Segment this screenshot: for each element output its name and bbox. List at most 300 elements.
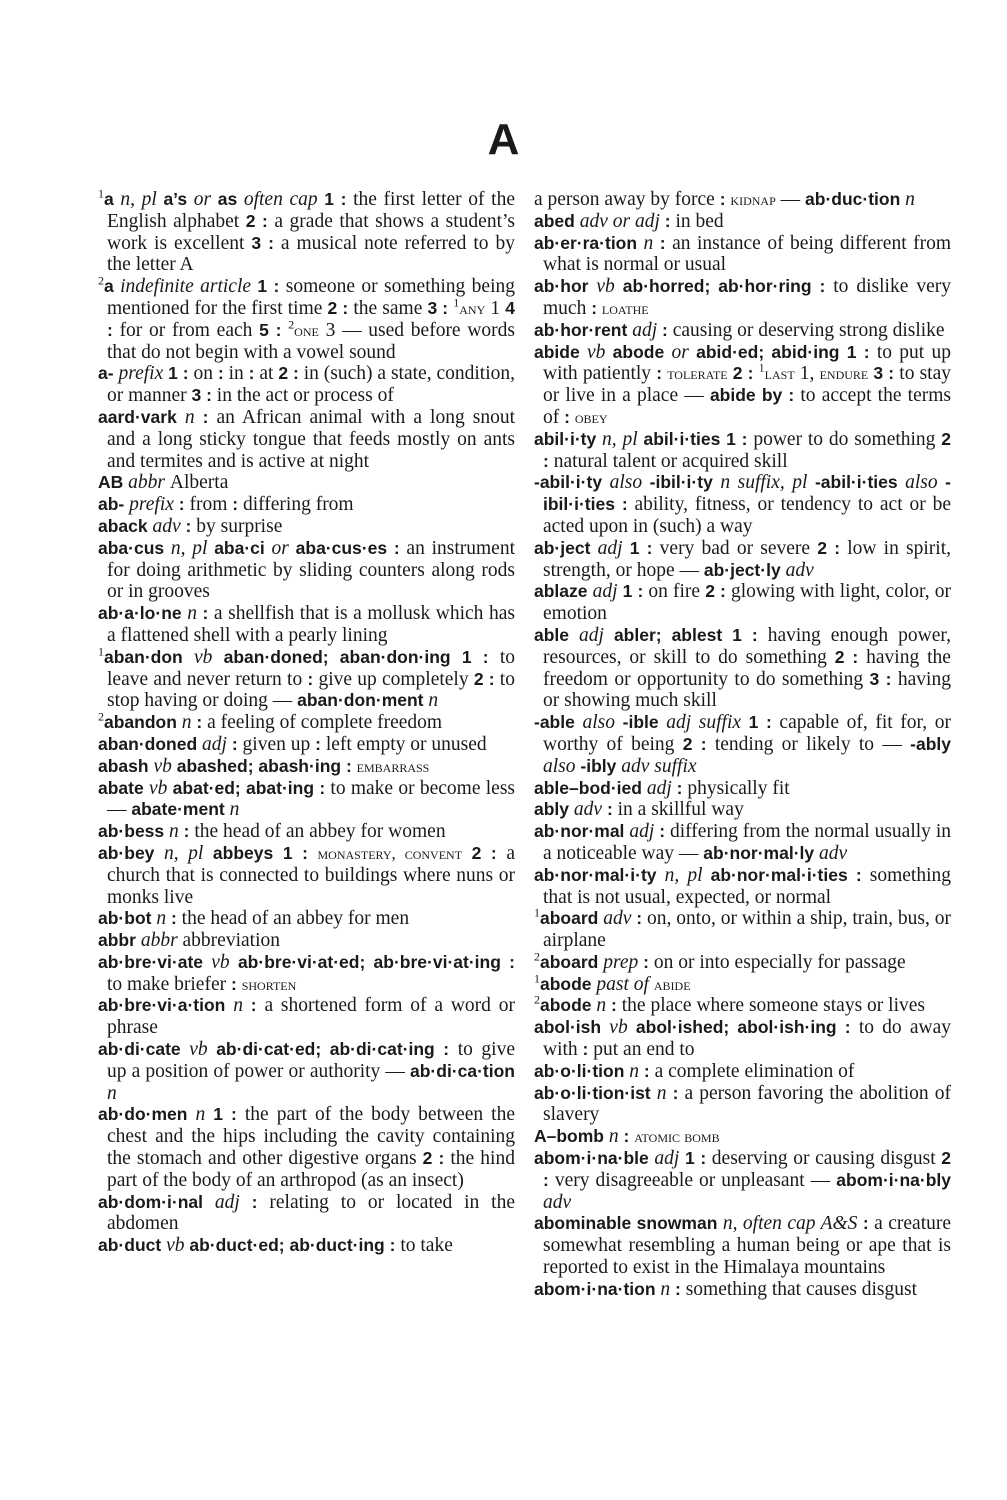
entry-headword: AB [98,472,124,493]
entry-label: n [655,1278,676,1300]
entry-text: given up [237,733,316,755]
entry-headword: -ibil·i·ty [649,472,713,493]
sense-marker: 2 : [471,842,497,863]
entry-label: adj [641,777,677,799]
entry-headword: ably [534,799,570,820]
dictionary-entry [534,581,951,625]
dictionary-entry [534,342,951,429]
cross-reference: kidnap [730,190,776,209]
entry-headword: ab·duc·tion [805,189,901,209]
sense-marker: 1 : [622,581,644,602]
entry-text [722,625,732,646]
sense-marker: : [389,1235,396,1256]
entry-text: physically fit [682,777,790,799]
entry-headword: ab·horred; ab·hor·ring [622,276,812,297]
sense-marker: : [231,733,238,754]
homograph-number: 2 [534,992,540,1007]
entry-text: to make briefer [107,973,231,995]
dictionary-entry [98,186,515,276]
dictionary-entry [98,538,515,603]
sense-marker: 5 : [259,319,282,340]
entry-headword: ab·bot [98,908,152,929]
entry-headword: ab·duct [98,1235,162,1256]
sense-marker: 2 : [817,537,841,558]
entry-label: adj [587,581,623,603]
dictionary-entry [534,429,951,473]
entry-text: a church that is connected to buildings where nuns or monks live [107,842,515,908]
entry-text: in (such) a state, condition, or manner [107,363,516,407]
sense-marker: : [509,951,515,972]
entry-label: vb [182,646,224,668]
cross-reference: monastery, convent [317,843,463,863]
homograph-number: 1 [534,905,540,920]
entry-headword: ab·nor·mal [534,821,625,842]
entry-headword: abol·ish [534,1017,602,1038]
entry-text: on or into especially for passage [648,951,906,973]
sense-marker: : [185,515,192,536]
entry-label: also [897,472,946,494]
dictionary-entry [534,1148,951,1213]
homograph-number: 1 [453,295,460,310]
entry-text: differing from the normal usually in a noticeable way — [543,821,952,864]
entry-label: n [181,603,203,625]
entry-headword: abom·i·na·ble [534,1148,649,1169]
sense-marker: 2 : [278,363,299,384]
entry-label: adv [147,515,186,537]
entry-headword: a [104,189,114,209]
entry-text: differing from [238,494,354,516]
entry-label: n suffix, pl [712,472,815,494]
entry-headword: abom·i·na·bly [836,1169,951,1190]
entry-label: n [176,712,197,734]
entry-text: capable of, fit for, or worthy of being [543,712,951,755]
sense-marker: 1 : [748,712,772,733]
dictionary-entry [534,1061,951,1083]
entry-headword: abide by : [709,385,795,406]
entry-headword: abil·i·ty [534,428,597,449]
entry-headword: ab·ject [534,537,591,558]
entry-text: a person favoring the abolition of slavery [543,1082,951,1126]
sense-marker: : [250,995,257,1016]
dictionary-entry [98,930,515,952]
entry-text: a person away by force [534,189,720,210]
entry-headword: aboard [540,908,599,929]
entry-text: an instance of being different from what is normal or usual [543,232,951,276]
entry-text: natural talent or acquired skill [548,450,788,472]
sense-marker: : [664,210,671,231]
entry-text: to put up with patiently [543,341,951,385]
sense-marker: 2 : [245,210,268,231]
entry-headword: ab·bre·vi·ate [98,951,204,972]
cross-reference: one [294,320,319,340]
entry-label: adv [543,1191,572,1213]
sense-marker: : [591,297,598,318]
entry-label: n [187,1104,214,1126]
entry-text: — [775,189,806,210]
entry-label: n [637,232,660,254]
entry-label: adv [814,842,848,864]
cross-reference: shorten [241,974,297,994]
entry-text: 1 [485,297,506,319]
entry-text: having or showing much skill [543,668,951,712]
entry-headword: abate [98,777,144,798]
entry-label: n [604,1126,624,1148]
sense-marker: : [606,799,613,820]
entry-label: vb [588,276,623,298]
entry-text [848,865,856,886]
sense-marker: : [636,908,643,929]
entry-text: something that causes disgust [680,1278,917,1300]
entry-headword: ab·bey [98,842,155,863]
sense-marker: : [170,908,177,929]
entry-text: to stay or live in a place — [543,363,952,407]
entry-label: abbr [135,930,183,952]
homograph-number: 1 [534,971,540,986]
entry-text: to stop having or doing — [107,668,515,712]
dictionary-entry [98,644,515,712]
dictionary-entry [534,905,951,952]
entry-headword: -able [534,712,575,733]
entry-text: low in spirit, strength, or hope — [543,537,951,581]
entry-text: the head of an abbey for men [176,908,410,930]
sense-marker: : [319,777,326,798]
sense-marker: : [582,1039,589,1060]
sense-marker: 1 : [846,341,870,362]
entry-label: adv or adj [574,210,665,232]
entry-text: a feeling of complete freedom [202,712,443,734]
homograph-number: 2 [288,317,295,332]
dictionary-entry [534,799,951,821]
dictionary-entry [98,273,515,363]
entry-label: adj [197,733,232,755]
entry-text: a complete elimination of [649,1060,855,1082]
entry-headword: a’s [163,189,188,209]
entry-headword: ab·di·cate [98,1039,181,1060]
cross-reference: loathe [601,298,649,318]
entry-headword: ab·di·cat·ed; ab·di·cat·ing [216,1039,435,1060]
entry-headword: ab·nor·mal·i·ty [534,864,657,885]
sense-marker: 2 : [732,363,754,384]
entry-label: n [151,908,171,930]
entry-text: on fire [643,581,706,603]
entry-text: deserving or causing disgust [706,1148,942,1170]
entry-headword: abil·i·ties [643,428,721,449]
entry-label: vb [148,755,177,777]
dictionary-entry [98,603,515,647]
dictionary-entry [534,538,951,582]
entry-label: vb [203,951,238,973]
entry-headword: ab·o·li·tion [534,1060,625,1081]
entry-headword: aban·doned [98,733,198,754]
homograph-number: 2 [98,709,104,724]
dictionary-entry [534,211,951,233]
dictionary-entry [98,1039,515,1104]
entry-text [615,494,622,515]
entry-label: vb [601,1017,636,1039]
entry-text: to dislike very much [543,276,951,319]
entry-text: to make or become less — [107,777,516,821]
entry-label: vb [143,777,173,799]
entry-headword: aban·doned; aban·don·ing [223,646,451,667]
dictionary-entry [98,472,515,494]
sense-marker: : [202,406,209,427]
entry-text: at [254,363,279,385]
dictionary-entry [98,407,515,472]
dictionary-entry [98,995,515,1039]
cross-reference: atomic bomb [634,1127,720,1147]
entry-text: an African animal with a long snout and a long sticky tongue that feeds mostly on ants and termites and is active at night [107,406,515,472]
dictionary-entry [98,908,515,930]
homograph-number: 1 [758,360,765,375]
dictionary-entry [534,1213,951,1278]
entry-headword: ab·do·men [98,1104,188,1125]
entry-text: from [184,494,233,516]
entry-headword: ab·hor·rent [534,319,628,340]
sense-marker: : [819,276,826,297]
entry-text: a shellfish that is a mollusk which has a flattened shell with a pearly lining [107,603,515,646]
sense-marker: 2 : [543,428,951,471]
sense-marker: 2 : [705,581,726,602]
sense-marker: : [643,1060,650,1081]
dictionary-entry [534,778,951,800]
dictionary-entry [98,778,515,822]
sense-marker: 1 : [629,537,653,558]
dictionary-entry [534,233,951,277]
entry-headword: abler; ablest [613,624,723,645]
entry-text [435,1039,444,1060]
entry-headword: ab·hor [534,276,589,297]
entry-label: adj suffix [658,712,749,734]
entry-label: adj [627,319,662,341]
homograph-number: 1 [98,644,104,659]
entry-headword: ablaze [534,581,588,602]
entry-text: left empty or unused [320,733,487,755]
sense-marker: : [844,1017,851,1038]
entry-label: n, often cap A&S [717,1213,863,1235]
dictionary-entry [534,1126,951,1148]
entry-text: having the freedom or opportunity to do something [543,646,951,690]
sense-marker: : [248,363,255,384]
entry-headword: a [104,276,114,297]
entry-text: power to do something [747,428,942,450]
sense-marker: 3 : [869,668,892,689]
entry-headword: -ibil·i·ties [543,472,951,515]
left-column [98,186,516,1257]
entry-headword: -abil·i·ties [814,472,898,493]
entry-headword: abate·ment [131,799,225,820]
entry-text: to give up a position of power or authority — [107,1039,515,1082]
entry-headword: as [217,189,238,209]
entry-text: something that is not usual, expected, or normal [543,864,952,908]
entry-headword: aba·cus [98,537,165,558]
entry-label: vb [579,341,613,363]
entry-text: 1, [794,363,820,385]
entry-headword: abash [98,755,149,776]
entry-text: the head of an abbey for women [189,821,446,843]
entry-label: often cap [237,189,325,210]
entry-text: having enough power, resources, or skill to do something [543,624,951,668]
entry-text: 3 — used before words that do not begin with a vowel sound [107,319,515,363]
dictionary-entry [534,472,951,537]
sense-marker: : [659,821,666,842]
entry-text: glowing with light, color, or emotion [543,581,951,625]
entry-label: n, pl [154,842,213,864]
entry-headword: ab- [98,494,125,515]
entry-headword: able–bod·ied [534,777,642,798]
entry-headword: ab·nor·mal·ly [703,842,815,863]
dictionary-entry [534,1083,951,1127]
entry-label: adv suffix [616,755,697,777]
entry-headword: -ible [622,712,659,733]
sense-marker: : [443,1039,450,1060]
sense-marker: : [611,995,617,1016]
entry-text: tending or likely to — [706,733,911,755]
sense-marker: 1 : [213,1104,237,1125]
dictionary-entry [534,625,951,712]
sense-marker: : [217,363,224,384]
entry-label: n [225,995,251,1017]
dictionary-entry [98,1235,515,1257]
sense-marker: : [345,755,352,776]
entry-text: abbreviation [182,930,280,952]
entry-headword: aban·don [104,646,183,667]
sense-marker: 3 : [873,363,895,384]
homograph-number: 2 [534,949,540,964]
entry-text [451,647,462,668]
entry-headword: ab·a·lo·ne [98,603,182,624]
entry-headword: A–bomb [534,1126,604,1147]
entry-text [839,342,846,363]
entry-text: put an end to [588,1039,695,1061]
entry-label: adj [590,537,630,559]
dictionary-entry [98,709,515,734]
sense-marker: 1 : [732,624,758,645]
entry-headword: abashed; abash·ing [176,755,342,776]
sense-marker: 3 : [427,297,449,318]
entry-headword: abbeys [212,842,274,863]
dictionary-entry [534,992,951,1017]
sense-marker: : [675,1278,681,1299]
sense-marker: : [307,668,314,689]
dictionary-entry [98,952,515,996]
entry-label: n [176,406,203,428]
entry-label: adv [780,559,814,581]
dictionary-entry [534,1017,951,1061]
cross-reference: abide [653,974,691,994]
entry-label: adj [569,624,614,646]
entry-text: causing or deserving strong dislike [667,319,945,341]
entry-headword: a- [98,363,114,384]
entry-text: the part of the body between the chest and the hips including the cavity containing the stomach and other digestive organs [107,1104,515,1170]
entry-label: also [574,712,623,734]
entry-label: adv [569,799,607,821]
entry-headword: abol·ished; abol·ish·ing [635,1017,837,1038]
entry-headword: aba·cus·es [295,537,388,558]
entry-label: also [602,472,650,494]
entry-headword: ab·bess [98,821,165,842]
sense-marker: 1 : [168,363,189,384]
entry-label: n, pl [113,189,164,210]
entry-text: Alberta [169,472,229,494]
sense-marker: 1 : [726,428,748,449]
entry-text: for or from each [112,319,260,341]
entry-headword: ab·bre·vi·a·tion [98,995,226,1016]
dictionary-entry [534,949,951,974]
entry-headword: ab·o·li·tion·ist [534,1082,651,1103]
sense-marker: 2 : [327,297,349,318]
sense-marker: : [719,189,726,209]
sense-marker: : [862,1213,869,1234]
entry-text [501,952,509,973]
entry-label: vb [180,1039,217,1061]
entry-headword: abid·ed; abid·ing [696,341,840,362]
sense-marker: 2 : [682,733,707,754]
entry-text: a shortened form of a word or phrase [107,995,515,1039]
cross-reference: endure [819,364,869,384]
entry-label: n [650,1082,673,1104]
entry-label: abbr [123,472,170,494]
entry-text: an instrument for doing arithmetic by sliding counters along rods or in grooves [107,537,515,603]
entry-label: n [224,799,240,821]
entry-text: the place where someone stays or lives [616,995,925,1017]
entry-label: n [591,995,612,1017]
entry-text: to do away with [543,1017,952,1061]
entry-headword: ab·duct·ed; ab·duct·ing [189,1235,385,1256]
entry-text: someone or something being mentioned for the first time [107,276,515,319]
right-column [534,189,951,1301]
entry-text: to take [395,1235,453,1257]
entry-label: or [264,537,296,559]
entry-headword: aboard [540,951,599,972]
entry-headword: ab·bre·vi·at·ed; ab·bre·vi·at·ing [237,951,501,972]
entry-headword: abode [612,341,665,362]
entry-label: n, pl [656,864,711,886]
entry-text: the first letter of the English alphabet [107,189,515,232]
entry-label: past of [591,973,654,995]
sense-marker: 1 : [324,189,347,209]
dictionary-entry [534,821,951,865]
entry-text: a creature somewhat resembling a human being or ape that is reported to exist in the Himalaya mountains [543,1213,952,1279]
sense-marker: 2 : [473,668,495,689]
dictionary-entry [98,363,515,407]
sense-marker: : [393,537,400,558]
homograph-number: 1 [98,186,104,201]
entry-headword: abode [540,973,592,994]
entry-headword: able [534,624,570,645]
entry-label: prefix [124,494,179,516]
sense-marker: : [659,232,666,253]
entry-headword: aback [98,515,148,536]
entry-label: or [664,341,697,363]
dictionary-entry [534,189,951,211]
entry-headword: abat·ed; abat·ing [172,777,315,798]
homograph-number: 2 [98,273,104,288]
sense-marker: : [623,1126,630,1147]
dictionary-entry [534,971,951,996]
entry-headword: aard·vark [98,406,177,427]
entry-headword: abbr [98,930,136,951]
entry-text [387,538,394,559]
cross-reference: embarrass [356,756,430,776]
entry-text: in the act or process of [211,385,394,407]
entry-label: n [107,1082,117,1104]
entry-headword: aban·don·ment [297,690,424,711]
sense-marker: 1 : [461,646,489,667]
entry-label: n [900,189,915,210]
entry-text: very bad or severe [652,537,818,559]
entry-text: the hind part of the body of an arthropod (as an insect) [107,1148,515,1191]
dictionary-entry [98,821,515,843]
